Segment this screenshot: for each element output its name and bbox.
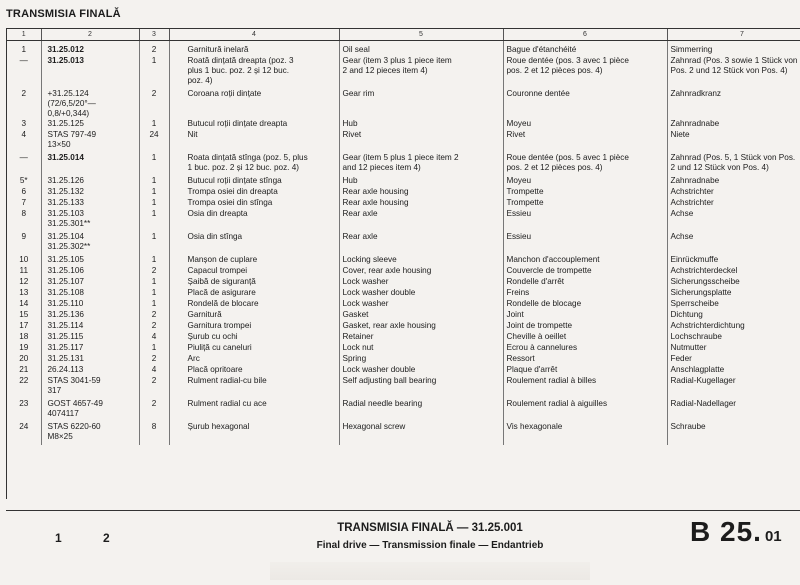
table-row xyxy=(7,354,800,365)
cell-fr: Moyeu xyxy=(503,119,667,130)
cell-part: 31.25.132 xyxy=(41,187,139,198)
cell-de: Achstrichter xyxy=(667,198,800,209)
cell-de: Simmerring xyxy=(667,41,800,57)
cell-part: 31.25.115 xyxy=(41,332,139,343)
cell-en: Lock washer double xyxy=(339,365,503,376)
table-row xyxy=(7,422,800,445)
cell-de: Nutmutter xyxy=(667,343,800,354)
cell-de: Schraube xyxy=(667,422,800,445)
cell-de: Achse xyxy=(667,232,800,255)
cell-pos: 13 xyxy=(7,288,41,299)
cell-de: Achstrichter xyxy=(667,187,800,198)
cell-pos: 12 xyxy=(7,277,41,288)
column-header: 6 xyxy=(503,29,667,41)
table-row xyxy=(7,255,800,266)
cell-de: Anschlagplatte xyxy=(667,365,800,376)
cell-qty: 1 xyxy=(139,277,169,288)
cell-pos: 7 xyxy=(7,198,41,209)
cell-ro: Trompa osiei din stînga xyxy=(169,198,339,209)
cell-fr: Vis hexagonale xyxy=(503,422,667,445)
cell-fr: Joint de trompette xyxy=(503,321,667,332)
cell-en: Gear rim xyxy=(339,89,503,119)
table-row xyxy=(7,399,800,422)
cell-de: Radial-Kugellager xyxy=(667,376,800,399)
cell-part: 31.25.126 xyxy=(41,176,139,187)
cell-part: 31.25.110 xyxy=(41,299,139,310)
cell-pos: 9 xyxy=(7,232,41,255)
cell-pos: 10 xyxy=(7,255,41,266)
parts-table-frame xyxy=(6,28,800,499)
cell-qty: 2 xyxy=(139,310,169,321)
cell-fr: Couvercle de trompette xyxy=(503,266,667,277)
cell-pos: 22 xyxy=(7,376,41,399)
table-row xyxy=(7,209,800,232)
cell-qty: 4 xyxy=(139,365,169,376)
cell-part: 31.25.114 xyxy=(41,321,139,332)
cell-fr: Moyeu xyxy=(503,176,667,187)
cell-qty: 1 xyxy=(139,343,169,354)
column-header: 4 xyxy=(169,29,339,41)
cell-ro: Coroana roții dințate xyxy=(169,89,339,119)
cell-en: Rivet xyxy=(339,130,503,153)
cell-ro: Garnitură inelară xyxy=(169,41,339,57)
table-row xyxy=(7,310,800,321)
cell-pos: 8 xyxy=(7,209,41,232)
cell-en: Rear axle xyxy=(339,209,503,232)
cell-en: Oil seal xyxy=(339,41,503,57)
parts-table-body xyxy=(7,41,800,446)
cell-part: 31.25.013 xyxy=(41,56,139,89)
cell-de: Feder xyxy=(667,354,800,365)
table-row xyxy=(7,266,800,277)
cell-de: Radial-Nadellager xyxy=(667,399,800,422)
table-row xyxy=(7,41,800,57)
cell-qty: 2 xyxy=(139,321,169,332)
cell-en: Gasket, rear axle housing xyxy=(339,321,503,332)
footer-column-1: 1 xyxy=(55,531,62,545)
cell-qty: 1 xyxy=(139,209,169,232)
cell-part: 31.25.014 xyxy=(41,153,139,176)
cell-fr: Roulement radial à aiguilles xyxy=(503,399,667,422)
cell-en: Lock washer xyxy=(339,277,503,288)
footer-subtitle: Final drive — Transmission finale — Endantrieb xyxy=(316,540,544,551)
footer-divider xyxy=(6,510,800,511)
cell-part: 31.25.117 xyxy=(41,343,139,354)
cell-fr: Rivet xyxy=(503,130,667,153)
table-row xyxy=(7,130,800,153)
cell-qty: 4 xyxy=(139,332,169,343)
cell-qty: 1 xyxy=(139,187,169,198)
cell-ro: Șurub hexagonal xyxy=(169,422,339,445)
cell-en: Hub xyxy=(339,176,503,187)
cell-de: Achse xyxy=(667,209,800,232)
cell-en: Gear (item 5 plus 1 piece item 2 and 12 pieces item 4) xyxy=(339,153,503,176)
cell-ro: Arc xyxy=(169,354,339,365)
cell-pos: 5* xyxy=(7,176,41,187)
cell-part: +31.25.124 (72/6,5/20°—0,8/+0,344) xyxy=(41,89,139,119)
cell-ro: Butucul roții dințate stînga xyxy=(169,176,339,187)
cell-ro: Butucul roții dințate dreapta xyxy=(169,119,339,130)
table-row xyxy=(7,198,800,209)
cell-part: 31.25.125 xyxy=(41,119,139,130)
table-row xyxy=(7,277,800,288)
table-row xyxy=(7,119,800,130)
column-header: 2 xyxy=(41,29,139,41)
cell-part: 31.25.106 xyxy=(41,266,139,277)
cell-ro: Capacul trompei xyxy=(169,266,339,277)
cell-pos: 11 xyxy=(7,266,41,277)
cell-qty: 1 xyxy=(139,56,169,89)
cell-qty: 1 xyxy=(139,232,169,255)
cell-fr: Rondelle de blocage xyxy=(503,299,667,310)
column-header: 3 xyxy=(139,29,169,41)
cell-en: Spring xyxy=(339,354,503,365)
column-header-row xyxy=(7,29,800,41)
cell-pos: 4 xyxy=(7,130,41,153)
column-header: 7 xyxy=(667,29,800,41)
table-row xyxy=(7,332,800,343)
cell-pos: 15 xyxy=(7,310,41,321)
cell-de: Sicherungsscheibe xyxy=(667,277,800,288)
table-row xyxy=(7,321,800,332)
table-row xyxy=(7,153,800,176)
footer-title: TRANSMISIA FINALĂ — 31.25.001 xyxy=(337,522,523,534)
cell-en: Rear axle housing xyxy=(339,187,503,198)
cell-en: Radial needle bearing xyxy=(339,399,503,422)
cell-qty: 1 xyxy=(139,288,169,299)
cell-fr: Freins xyxy=(503,288,667,299)
sheet-code-suffix: 01 xyxy=(764,528,782,545)
cell-pos: 21 xyxy=(7,365,41,376)
cell-de: Sicherungsplatte xyxy=(667,288,800,299)
table-row xyxy=(7,299,800,310)
cell-ro: Rulment radial cu ace xyxy=(169,399,339,422)
cell-part: 31.25.136 xyxy=(41,310,139,321)
cell-fr: Trompette xyxy=(503,198,667,209)
cell-de: Dichtung xyxy=(667,310,800,321)
cell-part: GOST 4657-49 4074117 xyxy=(41,399,139,422)
cell-en: Lock washer xyxy=(339,299,503,310)
cell-ro: Garnitura trompei xyxy=(169,321,339,332)
cell-pos: 6 xyxy=(7,187,41,198)
cell-qty: 1 xyxy=(139,255,169,266)
cell-qty: 2 xyxy=(139,89,169,119)
cell-fr: Ecrou à cannelures xyxy=(503,343,667,354)
table-row xyxy=(7,376,800,399)
cell-pos: 19 xyxy=(7,343,41,354)
column-header: 1 xyxy=(7,29,41,41)
cell-fr: Roue dentée (pos. 5 avec 1 pièce pos. 2 et 12 pièces pos. 4) xyxy=(503,153,667,176)
cell-part: 31.25.131 xyxy=(41,354,139,365)
parts-table xyxy=(7,29,800,445)
bleed-through-area xyxy=(270,562,590,580)
cell-qty: 1 xyxy=(139,299,169,310)
cell-en: Rear axle housing xyxy=(339,198,503,209)
cell-en: Hub xyxy=(339,119,503,130)
cell-qty: 2 xyxy=(139,354,169,365)
cell-ro: Manșon de cuplare xyxy=(169,255,339,266)
table-row xyxy=(7,56,800,89)
cell-ro: Placă opritoare xyxy=(169,365,339,376)
table-row xyxy=(7,89,800,119)
cell-pos: 20 xyxy=(7,354,41,365)
cell-en: Cover, rear axle housing xyxy=(339,266,503,277)
cell-en: Rear axle xyxy=(339,232,503,255)
cell-pos: — xyxy=(7,153,41,176)
cell-ro: Șurub cu ochi xyxy=(169,332,339,343)
table-row xyxy=(7,365,800,376)
cell-fr: Rondelle d'arrêt xyxy=(503,277,667,288)
table-row xyxy=(7,187,800,198)
cell-qty: 2 xyxy=(139,41,169,57)
column-header: 5 xyxy=(339,29,503,41)
cell-part: 31.25.104 31.25.302** xyxy=(41,232,139,255)
cell-pos: — xyxy=(7,56,41,89)
cell-ro: Osia din stînga xyxy=(169,232,339,255)
cell-de: Zahnradkranz xyxy=(667,89,800,119)
cell-ro: Rulment radial-cu bile xyxy=(169,376,339,399)
cell-fr: Plaque d'arrêt xyxy=(503,365,667,376)
sheet-code xyxy=(690,516,782,548)
cell-ro: Piuliță cu caneluri xyxy=(169,343,339,354)
table-row xyxy=(7,176,800,187)
cell-part: 31.25.107 xyxy=(41,277,139,288)
cell-en: Hexagonal screw xyxy=(339,422,503,445)
cell-qty: 1 xyxy=(139,153,169,176)
cell-qty: 2 xyxy=(139,399,169,422)
cell-ro: Roata dințată stînga (poz. 5, plus 1 buc. poz. 2 și 12 buc. poz. 4) xyxy=(169,153,339,176)
cell-de: Sperrscheibe xyxy=(667,299,800,310)
cell-fr: Roue dentée (pos. 3 avec 1 pièce pos. 2 et 12 pièces pos. 4) xyxy=(503,56,667,89)
cell-de: Achstrichterdeckel xyxy=(667,266,800,277)
cell-part: STAS 3041-59 317 xyxy=(41,376,139,399)
cell-ro: Osia din dreapta xyxy=(169,209,339,232)
cell-qty: 2 xyxy=(139,376,169,399)
cell-de: Zahnrad (Pos. 5, 1 Stück von Pos. 2 und 12 Stück von Pos. 4) xyxy=(667,153,800,176)
cell-de: Einrückmuffe xyxy=(667,255,800,266)
cell-part: 31.25.105 xyxy=(41,255,139,266)
cell-fr: Bague d'étanchéité xyxy=(503,41,667,57)
cell-fr: Couronne dentée xyxy=(503,89,667,119)
cell-qty: 2 xyxy=(139,266,169,277)
cell-de: Lochschraube xyxy=(667,332,800,343)
cell-part: 31.25.108 xyxy=(41,288,139,299)
footer-column-2: 2 xyxy=(103,531,110,545)
cell-en: Lock washer double xyxy=(339,288,503,299)
cell-en: Retainer xyxy=(339,332,503,343)
cell-en: Gear (item 3 plus 1 piece item 2 and 12 pieces item 4) xyxy=(339,56,503,89)
cell-de: Zahnrad (Pos. 3 sowie 1 Stück von Pos. 2 und 12 Stück von Pos. 4) xyxy=(667,56,800,89)
cell-de: Zahnradnabe xyxy=(667,119,800,130)
table-row xyxy=(7,288,800,299)
cell-fr: Manchon d'accouplement xyxy=(503,255,667,266)
cell-de: Achstrichterdichtung xyxy=(667,321,800,332)
cell-ro: Placă de asigurare xyxy=(169,288,339,299)
cell-pos: 18 xyxy=(7,332,41,343)
cell-part: STAS 6220-60 M8×25 xyxy=(41,422,139,445)
table-row xyxy=(7,343,800,354)
cell-pos: 2 xyxy=(7,89,41,119)
cell-pos: 17 xyxy=(7,321,41,332)
cell-part: 31.25.133 xyxy=(41,198,139,209)
cell-part: 31.25.103 31.25.301** xyxy=(41,209,139,232)
page-title: TRANSMISIA FINALĂ xyxy=(6,8,121,20)
cell-fr: Trompette xyxy=(503,187,667,198)
cell-qty: 1 xyxy=(139,176,169,187)
cell-fr: Joint xyxy=(503,310,667,321)
cell-pos: 14 xyxy=(7,299,41,310)
cell-fr: Essieu xyxy=(503,209,667,232)
cell-qty: 1 xyxy=(139,198,169,209)
sheet-code-main: B 25. xyxy=(690,516,762,547)
cell-fr: Roulement radial à billes xyxy=(503,376,667,399)
cell-fr: Essieu xyxy=(503,232,667,255)
cell-part: 26.24.113 xyxy=(41,365,139,376)
cell-qty: 1 xyxy=(139,119,169,130)
cell-ro: Șaibă de siguranță xyxy=(169,277,339,288)
cell-ro: Rondelă de blocare xyxy=(169,299,339,310)
cell-part: STAS 797-49 13×50 xyxy=(41,130,139,153)
cell-fr: Ressort xyxy=(503,354,667,365)
cell-part: 31.25.012 xyxy=(41,41,139,57)
cell-pos: 23 xyxy=(7,399,41,422)
cell-en: Self adjusting ball bearing xyxy=(339,376,503,399)
cell-ro: Garnitură xyxy=(169,310,339,321)
cell-pos: 3 xyxy=(7,119,41,130)
cell-de: Niete xyxy=(667,130,800,153)
cell-pos: 1 xyxy=(7,41,41,57)
table-row xyxy=(7,232,800,255)
cell-ro: Trompa osiei din dreapta xyxy=(169,187,339,198)
cell-qty: 8 xyxy=(139,422,169,445)
cell-pos: 24 xyxy=(7,422,41,445)
cell-en: Locking sleeve xyxy=(339,255,503,266)
cell-fr: Cheville à oeillet xyxy=(503,332,667,343)
cell-de: Zahnradnabe xyxy=(667,176,800,187)
cell-en: Lock nut xyxy=(339,343,503,354)
cell-qty: 24 xyxy=(139,130,169,153)
cell-ro: Roată dințată dreapta (poz. 3 plus 1 buc. poz. 2 și 12 buc. poz. 4) xyxy=(169,56,339,89)
cell-ro: Nit xyxy=(169,130,339,153)
cell-en: Gasket xyxy=(339,310,503,321)
